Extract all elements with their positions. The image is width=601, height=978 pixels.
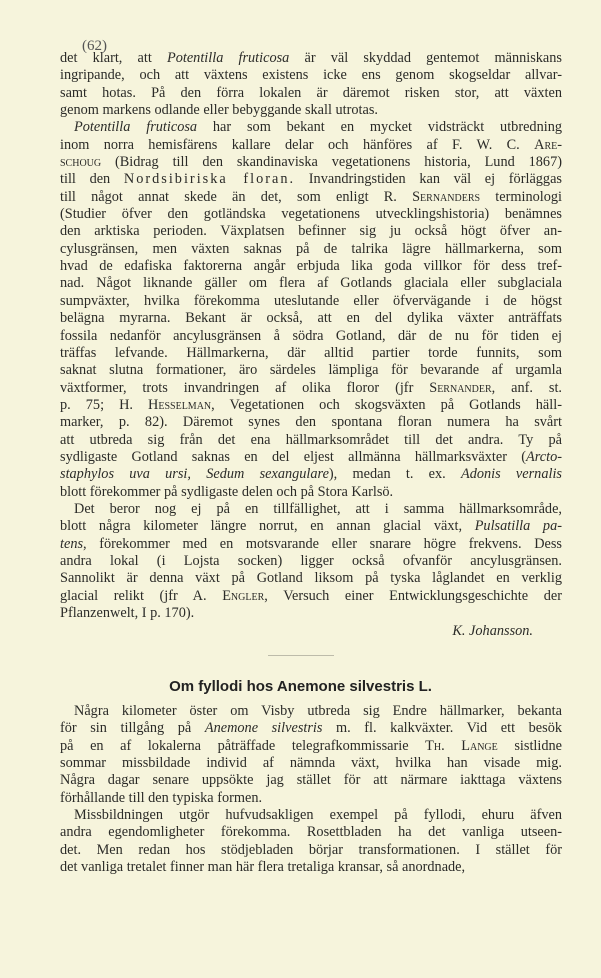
text-run: , förekommer med en motsvarande eller snarare högre frekvens. Dess [83,535,562,552]
paragraph [60,50,562,119]
text-run: Missbildningen utgör hufvudsakligen exempel på fyllodi, ehuru äfven [74,807,562,824]
text-run: blott förekommer på sydligaste delen och på Stora Karlsö. [60,483,394,500]
text-run: för sin tillgång på [60,720,205,737]
text-line [60,293,562,310]
text-run: Sannolikt är denna växt på Gotland liksom på tyska låglandet en verklig [60,570,562,587]
paragraph [60,703,562,807]
author-name: Hesselman [148,396,212,413]
text-run: cylusgränsen, men växten saknas på de talrika lägre hällmarkerna, som [60,240,562,257]
page-number: (62) [82,38,107,54]
article-heading: Om fyllodi hos Anemone silvestris L. [169,678,432,695]
text-line [60,824,562,841]
italic-text: Adonis vernalis [460,466,562,483]
paragraph [60,501,562,622]
italic-text: Anemone silvestris [204,720,323,737]
text-run: marker, p. 82). Däremot synes den spontana floran numera ha svårt [60,414,562,431]
text-run: saknat slutna formationer, äro särdeles lämpliga för bevarande af urgamla [60,362,562,379]
text-line [60,553,562,570]
text-run: sydligaste Gotland saknas en del eljest allmänna hällmarksväxter ( [60,448,526,465]
text-run: växtformer, trots invandringen af olika floror (jfr [60,379,430,396]
text-run: genom markens odlande eller bebyggande skall utrotas. [60,102,379,119]
italic-text: Arcto- [526,448,562,465]
author-name: Engler [222,587,265,604]
section-divider [268,655,334,656]
text-run: att utbreda sig från det ena hällmarksområdet till det andra. Ty på [60,431,562,448]
text-run: fossila nedanför ancylusgränsen å södra Gotland, där de nu för tiden ej [60,327,562,344]
text-line [60,241,562,258]
text-line [60,449,562,466]
text-run: det klart, att [60,50,167,66]
text-line [60,738,562,755]
text-line [60,275,562,292]
text-line [60,807,562,824]
text-run: har som bekant en mycket vidsträckt utbredning [197,119,562,136]
text-line [60,720,562,737]
text-run: samt hotas. På den förra lokalen är däremot risken stor, att växten [60,84,562,101]
text-line [60,570,562,587]
text-run: till den [60,171,124,188]
text-run: blott några kilometer längre norrut, en annan glacial växt, [60,518,475,535]
text-line [60,345,562,362]
text-run: , Versuch einer Entwicklungsgeschichte der [264,587,562,604]
author-name: Are- [534,136,562,153]
text-run: nad. Något liknande gäller om flera af Gotlands glaciala eller subglaciala [60,275,562,292]
italic-text: Potentilla fruticosa [74,119,198,136]
text-line [60,790,562,807]
author-signature: K. Johansson. [452,623,533,639]
paragraph [60,119,562,501]
text-run: det vanliga tretalet finner man här flera tretaliga kransar, så anordnade, [60,859,466,876]
text-run: hvad de edafiska faktorerna angår erbjuda lika goda villkor för dess tref- [60,258,562,275]
text-line [60,466,562,483]
italic-text: tens [60,535,84,552]
text-run: träffas lefvande. Hällmarkerna, där alltid partier torde funnits, som [60,344,562,361]
text-line [60,380,562,397]
text-line [60,536,562,553]
text-run: Några kilometer öster om Visby utbreda sig Endre hällmarker, bekanta [74,703,562,719]
text-line [60,772,562,789]
author-name: schoug [60,154,102,171]
text-line [60,119,562,136]
text-run: andra egendomligheter förekomma. Rosettbladen ha det vanliga utseen- [60,824,562,841]
text-line [60,310,562,327]
text-line [60,223,562,240]
text-line [60,362,562,379]
text-line [60,50,562,67]
text-line [60,154,562,171]
author-name: Sernanders [412,188,481,205]
text-line [60,414,562,431]
text-run: terminologi [480,188,562,205]
text-line [60,258,562,275]
text-run: belägna myrarna. Bekant är också, att en del dylika växter anträffats [60,310,562,327]
text-run: Några dagar senare uppsökte jag stället för att närmare iakttaga växtens [60,772,562,789]
text-line [60,328,562,345]
text-run: glacial relikt (jfr A. [60,587,223,604]
text-run: sumpväxter, hvilka förekomma uteslutande eller öfvervägande i de högst [60,292,562,309]
text-run: , anf. st. [491,379,562,396]
text-line [60,397,562,414]
text-line [60,518,562,535]
text-run: det. Men redan hos stödjebladen börjar transformationen. I stället för [60,841,562,858]
text-line [60,189,562,206]
text-run: förhållande till den typiska formen. [60,789,263,806]
text-run: den arktiska perioden. Växplatsen befinner sig ju också högt öfver an- [60,223,562,240]
text-line [60,85,562,102]
text-line [60,501,562,518]
article-body [60,703,562,876]
text-line [60,171,562,188]
italic-text: Potentilla fruticosa [166,50,290,66]
author-name: Sernander [429,379,492,396]
text-run: (Bidrag till den skandinaviska vegetationens historia, Lund 1867) [101,154,562,171]
text-line [60,67,562,84]
text-line [60,842,562,859]
text-run: andra lokal (i Lojsta socken) ligger också ofvanför ancylusgränsen. [60,552,562,569]
text-run: (Studier öfver den gotländska vegetationens utvecklingshistoria) benämnes [60,206,562,223]
article-continuation [60,50,562,622]
text-run: sommar missbildade individ af nämnda växt, hvilka han visade mig. [60,755,562,772]
text-line [60,137,562,154]
text-run: , Vegetationen och skogsväxten på Gotlands häll- [211,396,562,413]
italic-text: Pulsatilla pa- [474,518,562,535]
text-run: sistlidne [497,737,562,754]
text-run: m. fl. kalkväxter. Vid ett besök [322,720,562,737]
text-run: Det beror nog ej på en tillfällighet, att i samma hällmarksområde, [74,500,562,517]
text-run: är väl skyddad gentemot människans [289,50,562,66]
text-line [60,484,562,501]
text-run: inom norra hemisfärens kallare delar och hänföres af F. W. C. [60,136,535,153]
text-run: till något annat skede än det, som enligt R. [60,188,413,205]
text-line [60,755,562,772]
text-line [60,588,562,605]
text-line [60,102,562,119]
text-line [60,432,562,449]
paragraph [60,807,562,876]
text-line [60,206,562,223]
text-run: på en af lokalerna påträffade telegrafkommissarie [60,737,426,754]
text-run: ), medan t. ex. [328,466,461,483]
spaced-text: Nordsibiriska floran. [123,171,296,188]
text-run: p. 75; H. [60,396,149,413]
text-line [60,703,562,720]
author-name: Th. Lange [425,737,498,754]
text-run: Invandringstiden kan väl ej förläggas [295,171,562,188]
text-run: Pflanzenwelt, I p. 170). [60,605,195,621]
italic-text: staphylos uva ursi, Sedum sexangulare [60,466,329,483]
text-line [60,605,562,622]
text-run: ingripande, och att växtens existens icke ens genom skogseldar allvar- [60,67,562,84]
text-line [60,859,562,876]
